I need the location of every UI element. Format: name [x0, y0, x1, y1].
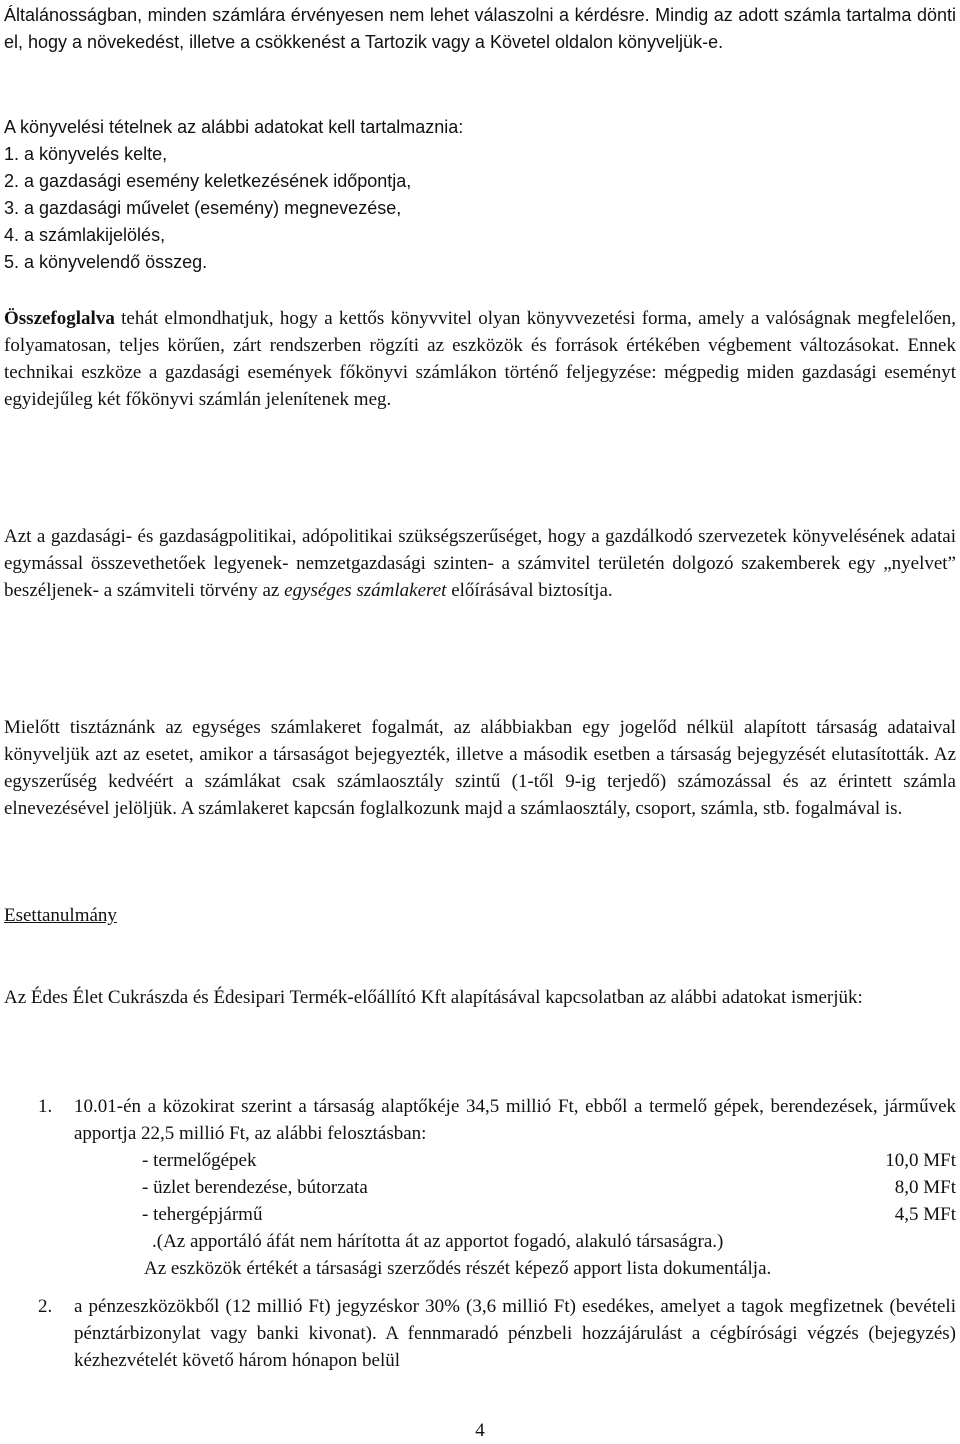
example-paragraph: Mielőtt tisztáznánk az egységes számlakeret fogalmát, az alábbiakban egy jogelőd nélkül alapított társaság adataival könyveljük azt az esetet, amikor a társaságot bejegyezték, illetve a második esetben a társaság bejegyzését elutasították. Az egyszerűség kedvéért a számlákat csak számlaosztály szintű (1-től 9-ig terjedő) számozással és az érintett számla elnevezésével jelöljük. A számlakeret kapcsán foglalkozunk majd a számlaosztály, csoport, számla, stb. fogalmával is. [4, 717, 956, 819]
asset-label: - üzlet berendezése, bútorzata [142, 1177, 368, 1198]
asset-label: - termelőgépek [142, 1150, 257, 1171]
asset-label: - tehergépjármű [142, 1204, 263, 1225]
summary-bold-lead: Összefoglalva [4, 308, 115, 329]
case-item-note: .(Az apportáló áfát nem hárította át az apportot fogadó, alakuló társaságra.) [152, 1231, 724, 1252]
list-item: 5. a könyvelendő összeg. [4, 252, 208, 272]
policy-text-before: Azt a gazdasági- és gazdaságpolitikai, adópolitikai szükségszerűséget, hogy a gazdálkodó szervezetek könyvelésének adatai egymással összevethetőek legyenek- nemzetgazdasági szinten- a számvitel területén dolgozó szakemberek egy „nyelvet” beszéljenek- a számviteli törvény az [4, 526, 956, 601]
case-item-1 [4, 1093, 956, 1282]
case-item-number: 1. [38, 1096, 53, 1117]
case-item-number: 2. [38, 1296, 53, 1317]
asset-value: 8,0 MFt [894, 1177, 956, 1198]
list-item: 2. a gazdasági esemény keletkezésének időpontja, [4, 171, 412, 191]
list-item: 3. a gazdasági művelet (esemény) megnevezése, [4, 198, 402, 218]
asset-value: 10,0 MFt [885, 1150, 956, 1171]
asset-value: 4,5 MFt [894, 1204, 956, 1225]
summary-paragraph [4, 305, 956, 413]
list-item: 4. a számlakijelölés, [4, 225, 166, 245]
intro-paragraph: Általánosságban, minden számlára érvényesen nem lehet válaszolni a kérdésre. Mindig az adott számla tartalma dönti el, hogy a növekedést, illetve a csökkenést a Tartozik vagy a Követel oldalon könyveljük-e. [4, 5, 956, 52]
policy-text-after: előírásával biztosítja. [446, 580, 613, 601]
asset-table [4, 1147, 956, 1228]
case-study-heading [4, 902, 956, 929]
page-number: 4 [475, 1420, 485, 1441]
list-title: A könyvelési tételnek az alábbi adatokat kell tartalmaznia: [4, 117, 464, 137]
requirements-list [4, 141, 956, 276]
policy-italic-term: egységes számlakeret [284, 580, 447, 601]
case-item-2 [4, 1293, 956, 1374]
case-item-text: a pénzeszközökből (12 millió Ft) jegyzéskor 30% (3,6 millió Ft) esedékes, amelyet a tagok megfizetnek (bevételi pénztárbizonylat vagy banki kivonat). A fennmaradó pénzbeli hozzájárulást a cégbírósági végzés (bejegyzés) kézhezvételét követő három hónapon belül [74, 1296, 956, 1371]
case-item-note: Az eszközök értékét a társasági szerződés részét képező apport lista dokumentálja. [144, 1258, 772, 1279]
summary-text: tehát elmondhatjuk, hogy a kettős könyvvitel olyan könyvvezetési forma, amely a valóságnak megfelelően, folyamatosan, teljes körűen, zárt rendszerben rögzíti az eszközök és források értékében végbement változásokat. Ennek technikai eszköze a gazdasági események főkönyvi számlákon történő feljegyzése: mégpedig miden gazdasági eseményt egyidejűleg két főkönyvi számlán jelenítenek meg. [4, 308, 956, 410]
policy-paragraph [4, 523, 956, 604]
case-study-intro: Az Édes Élet Cukrászda és Édesipari Termék-előállító Kft alapításával kapcsolatban az alábbi adatokat ismerjük: [4, 987, 863, 1008]
case-item-text: 10.01-én a közokirat szerint a társaság alaptőkéje 34,5 millió Ft, ebből a termelő gépek, berendezések, járművek apportja 22,5 millió Ft, az alábbi felosztásban: [74, 1096, 956, 1144]
asset-row [4, 1174, 956, 1201]
asset-row [4, 1147, 956, 1174]
asset-row [4, 1201, 956, 1228]
list-item: 1. a könyvelés kelte, [4, 144, 168, 164]
case-study-heading-text: Esettanulmány [4, 905, 117, 926]
